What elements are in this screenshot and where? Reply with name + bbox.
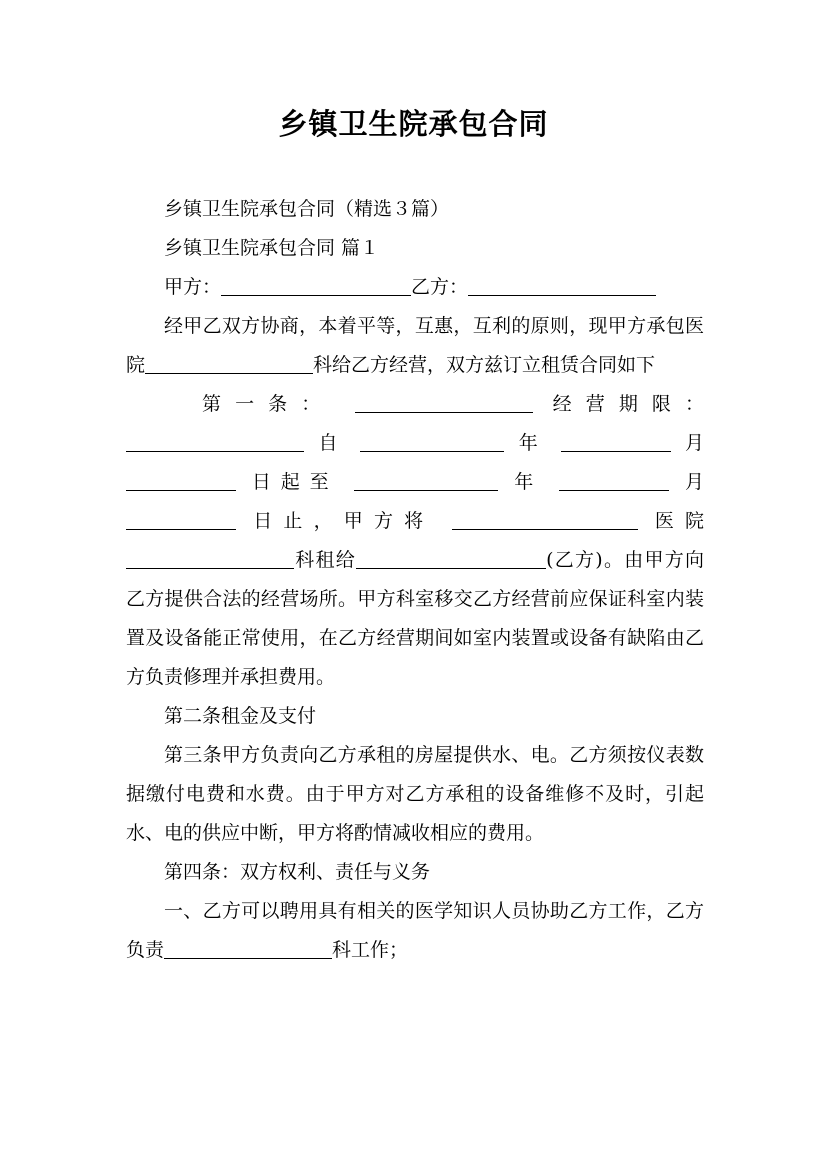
to-year-blank (354, 471, 498, 491)
party-a-label: 甲方： (164, 276, 222, 298)
article-4-item-1-text-a: 一、乙方可以聘用具有相关的医学知识人员协助乙方工作，乙方负责 (126, 900, 704, 961)
article-1 (126, 385, 704, 697)
article-3: 第三条甲方负责向乙方承租的房屋提供水、电。乙方须按仪表数据缴付电费和水费。由于甲方对乙方承租的设备维修不及时，引起水、电的供应中断，甲方将酌情减收相应的费用。 (126, 744, 704, 844)
to-day-blank (126, 510, 236, 530)
department-blank (145, 354, 313, 374)
day-from-label: 日起至 (251, 471, 339, 493)
article-4-item-1-text-b: 科工作； (332, 939, 409, 961)
article-1-line-2 (126, 424, 704, 463)
lessee-blank (356, 549, 546, 569)
term-blank (126, 432, 304, 452)
party-b-blank (468, 276, 656, 296)
intro-text-1: 经甲乙双方协商，本着平等，互惠，互利的原则，现甲方承包医院 (126, 315, 704, 376)
section-heading: 乡镇卫生院承包合同 篇１ (164, 237, 380, 259)
to-month-blank (559, 471, 669, 491)
term-label: 经营期限： (552, 393, 704, 415)
year-label-2: 年 (514, 471, 544, 493)
document-title: 乡镇卫生院承包合同 (278, 107, 549, 141)
intro-text-2: 科给乙方经营，双方兹订立租赁合同如下 (313, 354, 656, 376)
article-1-blank-a (355, 393, 533, 413)
article-4: 第四条：双方权利、责任与义务 (164, 861, 431, 883)
hospital-label: 医院 (654, 510, 704, 532)
article-1-text (126, 541, 704, 697)
article-1-line-1 (126, 385, 704, 424)
from-month-blank (561, 432, 671, 452)
responsible-dept-blank (164, 939, 332, 959)
article-4-item-1 (126, 892, 704, 970)
month-label-2: 月 (684, 471, 704, 493)
subtitle: 乡镇卫生院承包合同（精选３篇） (164, 198, 450, 220)
from-year-blank (360, 432, 504, 452)
article-2: 第二条租金及支付 (164, 705, 317, 727)
lease-dept-blank (126, 549, 294, 569)
article-1-rest: (乙方)。由甲方向乙方提供合法的经营场所。甲方科室移交乙方经营前应保证科室内装置及设备能正常使用，在乙方经营期间如室内装置或设备有缺陷由乙方负责修理并承担费用。 (126, 549, 704, 688)
from-label: 自 (318, 432, 346, 454)
document-body (126, 190, 704, 970)
year-label-1: 年 (518, 432, 547, 454)
from-day-blank (126, 471, 236, 491)
hospital-blank (452, 510, 638, 530)
party-b-label: 乙方： (411, 276, 469, 298)
day-to-label: 日止，甲方将 (253, 510, 435, 532)
article-1-line-4 (126, 502, 704, 541)
lease-label: 科租给 (294, 549, 357, 571)
article-1-line-3 (126, 463, 704, 502)
parties-line (126, 268, 704, 307)
article-1-label: 第一条： (202, 393, 335, 415)
party-a-blank (221, 276, 411, 296)
intro-paragraph (126, 307, 704, 385)
month-label-1: 月 (684, 432, 704, 454)
